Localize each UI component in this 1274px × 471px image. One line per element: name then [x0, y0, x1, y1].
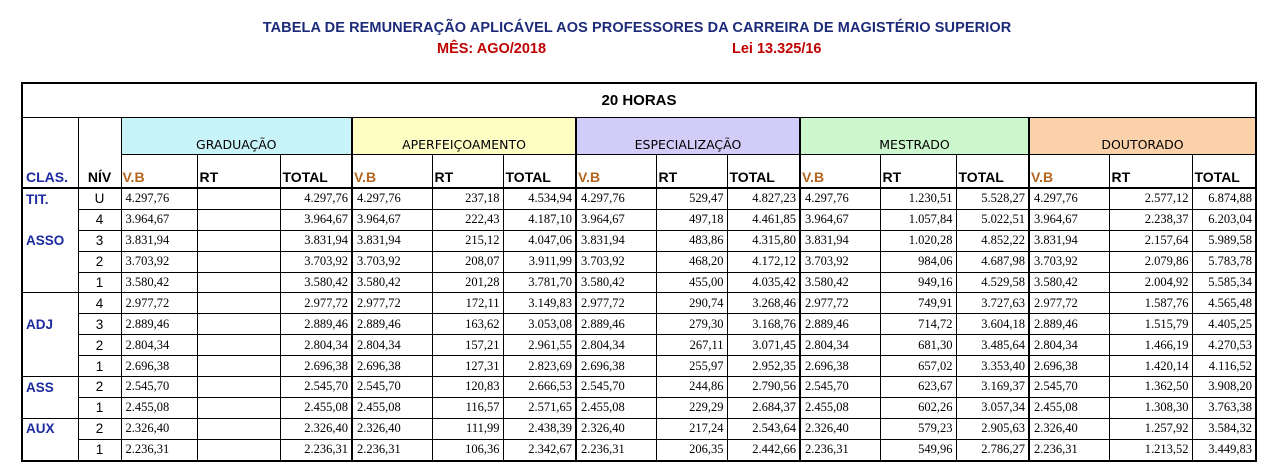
- vb-cell: 3.703,92: [576, 251, 656, 272]
- total-cell: 6.203,04: [1192, 209, 1256, 230]
- rt-cell: 267,11: [656, 335, 727, 356]
- rt-cell: 215,12: [432, 230, 503, 251]
- col-vb-header: V.B: [352, 155, 432, 189]
- total-cell: 2.786,27: [956, 439, 1029, 460]
- vb-cell: 2.804,34: [576, 335, 656, 356]
- vb-cell: 2.977,72: [576, 293, 656, 314]
- total-cell: 3.908,20: [1192, 377, 1256, 398]
- table-row: [22, 335, 1256, 356]
- rt-cell: 127,31: [432, 356, 503, 377]
- rt-cell: 529,47: [656, 188, 727, 209]
- rt-cell: 1.587,76: [1109, 293, 1192, 314]
- col-total-header: TOTAL: [727, 155, 800, 189]
- vb-cell: 2.455,08: [800, 397, 880, 418]
- total-cell: 2.543,64: [727, 418, 800, 439]
- vb-cell: 3.964,67: [352, 209, 432, 230]
- vb-cell: 2.977,72: [800, 293, 880, 314]
- total-cell: 3.449,83: [1192, 439, 1256, 460]
- vb-cell: 2.545,70: [352, 377, 432, 398]
- total-cell: 2.326,40: [280, 418, 352, 439]
- vb-cell: 3.703,92: [1029, 251, 1109, 272]
- rt-cell: 483,86: [656, 230, 727, 251]
- rt-cell: 681,30: [880, 335, 956, 356]
- total-cell: 2.438,39: [503, 418, 576, 439]
- rt-cell: 497,18: [656, 209, 727, 230]
- table-row: [22, 230, 1256, 251]
- rt-cell: 1.420,14: [1109, 356, 1192, 377]
- niv-cell: 4: [78, 209, 121, 230]
- rt-cell: 714,72: [880, 314, 956, 335]
- rt-cell: 163,62: [432, 314, 503, 335]
- table-row: [22, 272, 1256, 293]
- total-cell: 2.342,67: [503, 439, 576, 460]
- vb-cell: 2.696,38: [800, 356, 880, 377]
- vb-cell: 4.297,76: [121, 188, 197, 209]
- total-cell: 3.169,37: [956, 377, 1029, 398]
- rt-cell: [197, 293, 280, 314]
- total-cell: 4.047,06: [503, 230, 576, 251]
- vb-cell: 2.326,40: [576, 418, 656, 439]
- rt-cell: 111,99: [432, 418, 503, 439]
- vb-cell: 2.236,31: [576, 439, 656, 460]
- total-cell: 2.571,65: [503, 397, 576, 418]
- vb-cell: 2.545,70: [1029, 377, 1109, 398]
- total-cell: 5.783,78: [1192, 251, 1256, 272]
- vb-cell: 2.889,46: [800, 314, 880, 335]
- vb-cell: 2.545,70: [121, 377, 197, 398]
- table-row: [22, 293, 1256, 314]
- vb-cell: 2.326,40: [352, 418, 432, 439]
- rt-cell: 172,11: [432, 293, 503, 314]
- total-cell: 2.666,53: [503, 377, 576, 398]
- vb-cell: 3.831,94: [1029, 230, 1109, 251]
- rt-cell: 602,26: [880, 397, 956, 418]
- table-row: [22, 439, 1256, 460]
- total-cell: 3.727,63: [956, 293, 1029, 314]
- rt-cell: 623,67: [880, 377, 956, 398]
- rt-cell: [197, 397, 280, 418]
- total-cell: 4.297,76: [280, 188, 352, 209]
- rt-cell: 157,21: [432, 335, 503, 356]
- table-row: [22, 377, 1256, 398]
- rt-cell: 208,07: [432, 251, 503, 272]
- total-cell: 5.022,51: [956, 209, 1029, 230]
- vb-cell: 2.889,46: [576, 314, 656, 335]
- vb-cell: 2.804,34: [800, 335, 880, 356]
- rt-cell: 2.079,86: [1109, 251, 1192, 272]
- rt-cell: 455,00: [656, 272, 727, 293]
- vb-cell: 2.455,08: [121, 397, 197, 418]
- vb-cell: 2.236,31: [1029, 439, 1109, 460]
- total-cell: 4.187,10: [503, 209, 576, 230]
- clas-cell: [22, 293, 78, 314]
- rt-cell: [197, 418, 280, 439]
- vb-cell: 3.964,67: [121, 209, 197, 230]
- total-cell: 3.268,46: [727, 293, 800, 314]
- vb-cell: 2.696,38: [576, 356, 656, 377]
- rt-cell: [197, 439, 280, 460]
- niv-cell: 1: [78, 397, 121, 418]
- rt-cell: 468,20: [656, 251, 727, 272]
- niv-cell: 2: [78, 377, 121, 398]
- col-niv-header: NÍV: [78, 155, 121, 189]
- group-header-aperfeicoamento: APERFEIÇOAMENTO: [352, 118, 576, 155]
- clas-cell: AUX: [22, 418, 78, 439]
- vb-cell: 3.580,42: [352, 272, 432, 293]
- rt-cell: 1.515,79: [1109, 314, 1192, 335]
- vb-cell: 2.236,31: [352, 439, 432, 460]
- rt-cell: 949,16: [880, 272, 956, 293]
- total-cell: 3.149,83: [503, 293, 576, 314]
- rt-cell: [197, 356, 280, 377]
- rt-cell: 1.213,52: [1109, 439, 1192, 460]
- total-cell: 2.889,46: [280, 314, 352, 335]
- vb-cell: 4.297,76: [576, 188, 656, 209]
- total-cell: 3.057,34: [956, 397, 1029, 418]
- clas-cell: ASS: [22, 377, 78, 398]
- clas-cell: [22, 439, 78, 460]
- law-label: Lei 13.325/16: [732, 41, 822, 57]
- total-cell: 2.961,55: [503, 335, 576, 356]
- rt-cell: 1.230,51: [880, 188, 956, 209]
- total-cell: 3.703,92: [280, 251, 352, 272]
- rt-cell: 749,91: [880, 293, 956, 314]
- vb-cell: 2.696,38: [121, 356, 197, 377]
- total-cell: 2.804,34: [280, 335, 352, 356]
- rt-cell: 2.004,92: [1109, 272, 1192, 293]
- col-total-header: TOTAL: [280, 155, 352, 189]
- vb-cell: 4.297,76: [800, 188, 880, 209]
- vb-cell: 2.977,72: [352, 293, 432, 314]
- rt-cell: 222,43: [432, 209, 503, 230]
- rt-cell: [197, 272, 280, 293]
- vb-cell: 2.889,46: [121, 314, 197, 335]
- vb-cell: 2.696,38: [1029, 356, 1109, 377]
- month-label: MÊS: AGO/2018: [437, 41, 547, 57]
- vb-cell: 2.326,40: [121, 418, 197, 439]
- total-cell: 2.790,56: [727, 377, 800, 398]
- table-row: [22, 188, 1256, 209]
- total-cell: 3.353,40: [956, 356, 1029, 377]
- total-cell: 4.315,80: [727, 230, 800, 251]
- total-cell: 2.977,72: [280, 293, 352, 314]
- table-row: [22, 314, 1256, 335]
- clas-cell: TIT.: [22, 188, 78, 209]
- total-cell: 4.461,85: [727, 209, 800, 230]
- clas-cell: ASSO: [26, 233, 65, 249]
- rt-cell: 1.057,84: [880, 209, 956, 230]
- rt-cell: 984,06: [880, 251, 956, 272]
- rt-cell: 106,36: [432, 439, 503, 460]
- rt-cell: 549,96: [880, 439, 956, 460]
- clas-cell: [22, 251, 78, 272]
- vb-cell: 3.580,42: [576, 272, 656, 293]
- niv-cell: 2: [78, 251, 121, 272]
- total-cell: 2.455,08: [280, 397, 352, 418]
- total-cell: 3.071,45: [727, 335, 800, 356]
- niv-cell: U: [78, 188, 121, 209]
- total-cell: 2.952,35: [727, 356, 800, 377]
- total-cell: 5.989,58: [1192, 230, 1256, 251]
- rt-cell: 1.466,19: [1109, 335, 1192, 356]
- total-cell: 3.580,42: [280, 272, 352, 293]
- vb-cell: 2.455,08: [352, 397, 432, 418]
- rt-cell: [197, 230, 280, 251]
- vb-cell: 2.545,70: [800, 377, 880, 398]
- col-rt-header: RT: [432, 155, 503, 189]
- vb-cell: 2.455,08: [576, 397, 656, 418]
- niv-cell: 3: [78, 314, 121, 335]
- total-cell: 4.852,22: [956, 230, 1029, 251]
- rt-cell: [197, 251, 280, 272]
- vb-cell: 2.326,40: [1029, 418, 1109, 439]
- total-cell: 6.874,88: [1192, 188, 1256, 209]
- rt-cell: 1.308,30: [1109, 397, 1192, 418]
- total-cell: 2.545,70: [280, 377, 352, 398]
- vb-cell: 2.236,31: [121, 439, 197, 460]
- total-cell: 3.053,08: [503, 314, 576, 335]
- total-cell: 2.823,69: [503, 356, 576, 377]
- col-total-header: TOTAL: [956, 155, 1029, 189]
- table-row: [22, 209, 1256, 230]
- total-cell: 4.405,25: [1192, 314, 1256, 335]
- vb-cell: 2.804,34: [1029, 335, 1109, 356]
- col-total-header: TOTAL: [1192, 155, 1256, 189]
- vb-cell: 3.964,67: [1029, 209, 1109, 230]
- col-total-header: TOTAL: [503, 155, 576, 189]
- total-cell: 5.528,27: [956, 188, 1029, 209]
- rt-cell: 217,24: [656, 418, 727, 439]
- clas-cell: ADJ: [26, 316, 54, 332]
- empty-cell: [78, 118, 121, 155]
- vb-cell: 3.831,94: [576, 230, 656, 251]
- col-rt-header: RT: [197, 155, 280, 189]
- total-cell: 3.604,18: [956, 314, 1029, 335]
- col-rt-header: RT: [1109, 155, 1192, 189]
- total-cell: 4.172,12: [727, 251, 800, 272]
- vb-cell: 3.703,92: [352, 251, 432, 272]
- table-row: [22, 356, 1256, 377]
- total-cell: 3.964,67: [280, 209, 352, 230]
- col-vb-header: V.B: [1029, 155, 1109, 189]
- rt-cell: 206,35: [656, 439, 727, 460]
- vb-cell: 2.326,40: [800, 418, 880, 439]
- rt-cell: 1.020,28: [880, 230, 956, 251]
- vb-cell: 3.580,42: [121, 272, 197, 293]
- vb-cell: 3.580,42: [800, 272, 880, 293]
- rt-cell: 255,97: [656, 356, 727, 377]
- rt-cell: 244,86: [656, 377, 727, 398]
- rt-cell: [197, 314, 280, 335]
- total-cell: 4.565,48: [1192, 293, 1256, 314]
- col-rt-header: RT: [880, 155, 956, 189]
- vb-cell: 2.889,46: [1029, 314, 1109, 335]
- vb-cell: 2.545,70: [576, 377, 656, 398]
- total-cell: 4.534,94: [503, 188, 576, 209]
- total-cell: 2.684,37: [727, 397, 800, 418]
- rt-cell: 657,02: [880, 356, 956, 377]
- total-cell: 4.687,98: [956, 251, 1029, 272]
- vb-cell: 2.977,72: [121, 293, 197, 314]
- niv-cell: 2: [78, 335, 121, 356]
- total-cell: 4.529,58: [956, 272, 1029, 293]
- rt-cell: [197, 335, 280, 356]
- vb-cell: 2.696,38: [352, 356, 432, 377]
- table-row: [22, 418, 1256, 439]
- vb-cell: 3.580,42: [1029, 272, 1109, 293]
- niv-cell: 1: [78, 439, 121, 460]
- clas-cell: [22, 335, 78, 356]
- total-cell: 3.781,70: [503, 272, 576, 293]
- col-vb-header: V.B: [576, 155, 656, 189]
- rt-cell: 120,83: [432, 377, 503, 398]
- rt-cell: 279,30: [656, 314, 727, 335]
- total-cell: 2.905,63: [956, 418, 1029, 439]
- rt-cell: [197, 209, 280, 230]
- niv-cell: 4: [78, 293, 121, 314]
- vb-cell: 3.831,94: [121, 230, 197, 251]
- rt-cell: 237,18: [432, 188, 503, 209]
- col-vb-header: V.B: [121, 155, 197, 189]
- rt-cell: [197, 188, 280, 209]
- vb-cell: 3.964,67: [800, 209, 880, 230]
- page-title: TABELA DE REMUNERAÇÃO APLICÁVEL AOS PROFESSORES DA CARREIRA DE MAGISTÉRIO SUPERIOR: [262, 20, 1012, 36]
- rt-cell: 579,23: [880, 418, 956, 439]
- rt-cell: 290,74: [656, 293, 727, 314]
- rt-cell: 1.257,92: [1109, 418, 1192, 439]
- group-header-mestrado: MESTRADO: [800, 118, 1029, 155]
- rt-cell: 201,28: [432, 272, 503, 293]
- total-cell: 4.035,42: [727, 272, 800, 293]
- total-cell: 5.585,34: [1192, 272, 1256, 293]
- rt-cell: 2.238,37: [1109, 209, 1192, 230]
- vb-cell: 2.889,46: [352, 314, 432, 335]
- total-cell: 4.270,53: [1192, 335, 1256, 356]
- vb-cell: 3.964,67: [576, 209, 656, 230]
- total-cell: 3.831,94: [280, 230, 352, 251]
- total-cell: 4.827,23: [727, 188, 800, 209]
- vb-cell: 3.831,94: [352, 230, 432, 251]
- niv-cell: 1: [78, 272, 121, 293]
- total-cell: 3.485,64: [956, 335, 1029, 356]
- clas-cell: [22, 209, 78, 230]
- table-row: [22, 397, 1256, 418]
- col-vb-header: V.B: [800, 155, 880, 189]
- clas-cell: [22, 272, 78, 293]
- hours-header: 20 HORAS: [22, 83, 1256, 118]
- table-row: [22, 251, 1256, 272]
- rt-cell: 116,57: [432, 397, 503, 418]
- rt-cell: 229,29: [656, 397, 727, 418]
- total-cell: 4.116,52: [1192, 356, 1256, 377]
- rt-cell: 2.577,12: [1109, 188, 1192, 209]
- vb-cell: 3.703,92: [800, 251, 880, 272]
- vb-cell: 2.236,31: [800, 439, 880, 460]
- vb-cell: 2.804,34: [352, 335, 432, 356]
- vb-cell: 3.831,94: [800, 230, 880, 251]
- vb-cell: 2.977,72: [1029, 293, 1109, 314]
- group-header-graduacao: GRADUAÇÃO: [121, 118, 352, 155]
- rt-cell: [197, 377, 280, 398]
- total-cell: 2.236,31: [280, 439, 352, 460]
- vb-cell: 2.455,08: [1029, 397, 1109, 418]
- salary-table: [21, 82, 1257, 462]
- niv-cell: 3: [78, 230, 121, 251]
- col-clas-header: CLAS.: [26, 169, 68, 185]
- vb-cell: 4.297,76: [1029, 188, 1109, 209]
- group-header-especializacao: ESPECIALIZAÇÃO: [576, 118, 800, 155]
- vb-cell: 3.703,92: [121, 251, 197, 272]
- total-cell: 2.696,38: [280, 356, 352, 377]
- total-cell: 3.763,38: [1192, 397, 1256, 418]
- vb-cell: 4.297,76: [352, 188, 432, 209]
- niv-cell: 1: [78, 356, 121, 377]
- group-header-doutorado: DOUTORADO: [1029, 118, 1256, 155]
- clas-cell: [22, 356, 78, 377]
- empty-cell: [22, 118, 78, 155]
- clas-cell: [22, 397, 78, 418]
- niv-cell: 2: [78, 418, 121, 439]
- total-cell: 3.168,76: [727, 314, 800, 335]
- rt-cell: 2.157,64: [1109, 230, 1192, 251]
- vb-cell: 2.804,34: [121, 335, 197, 356]
- total-cell: 2.442,66: [727, 439, 800, 460]
- total-cell: 3.911,99: [503, 251, 576, 272]
- col-rt-header: RT: [656, 155, 727, 189]
- total-cell: 3.584,32: [1192, 418, 1256, 439]
- rt-cell: 1.362,50: [1109, 377, 1192, 398]
